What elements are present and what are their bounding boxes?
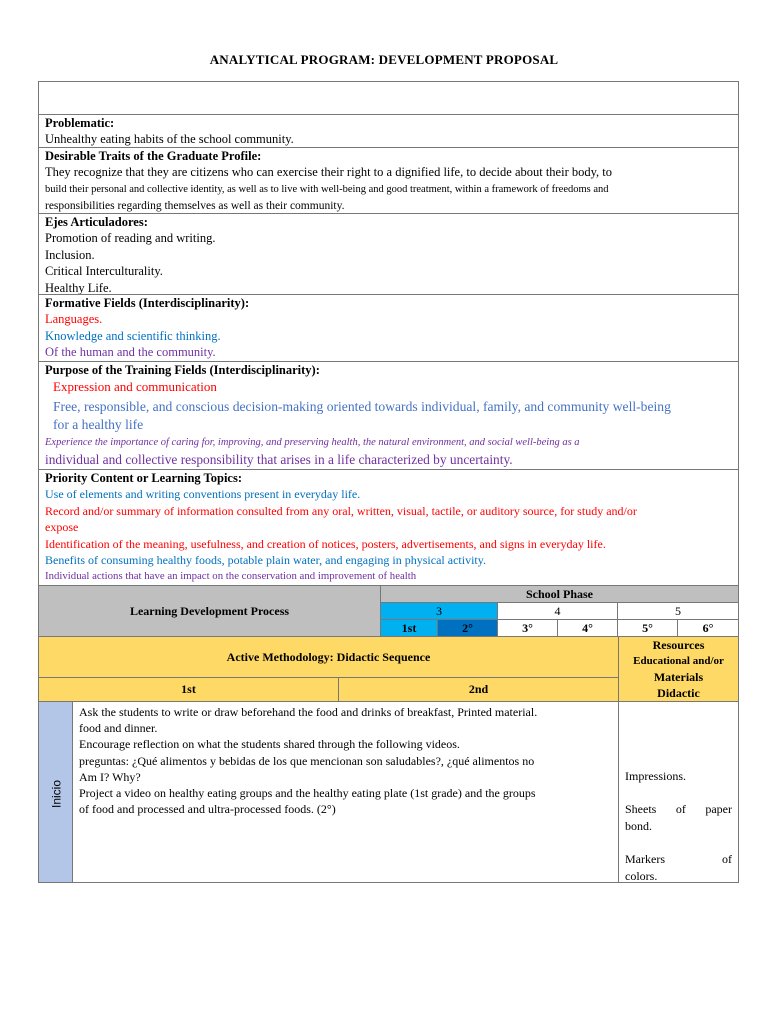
inicio-activities-cell [72,701,619,883]
problematic-text: Unhealthy eating habits of the school community. [45,132,294,147]
resources-header-line: Educational and/or [633,655,724,667]
resource-word: Markers [625,852,665,867]
priority-content-line: Identification of the meaning, usefulness, and creation of notices, posters, advertisements, and signs in everyday life. [45,536,606,551]
graduate-profile-line: They recognize that they are citizens who can exercise their right to a dignified life, to decide about their body, to [45,165,613,180]
inicio-resources-cell [618,701,739,883]
purpose-line: for a healthy life [53,417,144,433]
graduate-profile-section [38,147,739,214]
grade-4: 4° [557,619,618,637]
resource-word: of [722,852,732,867]
problematic-section [38,114,739,148]
priority-content-line: expose [45,520,79,535]
resources-header-line: Didactic [657,686,700,700]
resource-item [625,851,732,867]
purpose-line: Free, responsible, and conscious decision-making oriented towards individual, family, and community well-being [53,399,671,415]
resources-header-line: Resources [652,638,705,652]
ejes-item: Critical Interculturality. [45,264,163,279]
resource-item: Sheets of paper [625,802,732,817]
resource-item: colors. [625,868,658,883]
formative-fields-heading: Formative Fields (Interdisciplinarity): [45,296,250,310]
grade-5: 5° [617,619,678,637]
learning-development-process-label: Learning Development Process [38,585,381,637]
grade-1st: 1st [380,619,438,637]
purpose-line: Experience the importance of caring for, improving, and preserving health, the natural environment, and social well-being as a [45,437,580,449]
inicio-activity-line: Am I? Why? [79,769,141,784]
resources-header-line: Materials [653,670,704,684]
resource-item: bond. [625,818,652,833]
purpose-heading: Purpose of the Training Fields (Interdisciplinarity): [45,363,320,377]
priority-content-line: Benefits of consuming healthy foods, potable plain water, and engaging in physical activity. [45,553,486,568]
inicio-activity-line: Project a video on healthy eating groups and the healthy eating plate (1st grade) and the groups [79,786,536,801]
resource-item: Impressions. [625,769,686,783]
inicio-activity-line: preguntas: ¿Qué alimentos y bebidas de los que mencionan son saludables?, ¿qué alimentos no [79,753,535,768]
methodology-label: Active Methodology: Didactic Sequence [38,636,619,678]
formative-fields-section [38,294,739,362]
phase-5: 5 [617,602,739,620]
ejes-item: Inclusion. [45,247,95,262]
resources-header [618,636,739,702]
inicio-activity-line: Encourage reflection on what the students shared through the following videos. [79,737,460,752]
inicio-activity-line: of food and processed and ultra-processed foods. (2°) [79,802,336,817]
page-title: ANALYTICAL PROGRAM: DEVELOPMENT PROPOSAL [209,52,559,67]
ejes-heading: Ejes Articuladores: [45,215,148,229]
methodology-col-2nd: 2nd [338,677,619,702]
empty-header-row [38,81,739,115]
inicio-label: Inicio [49,780,64,809]
problematic-heading: Problematic: [45,116,115,130]
priority-content-line: Record and/or summary of information consulted from any oral, written, visual, tactile, or auditory source, for study and/or [45,503,637,518]
methodology-col-1st: 1st [38,677,339,702]
priority-content-heading: Priority Content or Learning Topics: [45,471,242,485]
phase-4: 4 [497,602,618,620]
formative-field-item: Knowledge and scientific thinking. [45,328,221,343]
ejes-section [38,213,739,295]
inicio-activity-line: Ask the students to write or draw beforehand the food and drinks of breakfast, Printed material. [79,705,538,719]
graduate-profile-line: responsibilities regarding themselves as well as their community. [45,199,345,212]
inicio-label-cell [38,701,73,883]
phase-3: 3 [380,602,498,620]
priority-content-section [38,469,739,586]
purpose-line: Expression and communication [53,379,217,395]
graduate-profile-line: build their personal and collective identity, as well as to live with well-being and good treatment, within a framework of freedoms and [45,183,609,195]
priority-content-line: Individual actions that have an impact on the conservation and improvement of health [45,570,417,583]
purpose-section [38,361,739,470]
ejes-item: Promotion of reading and writing. [45,231,216,246]
grade-6: 6° [677,619,739,637]
school-phase-label: School Phase [380,585,739,603]
purpose-line: individual and collective responsibility that arises in a life characterized by uncertainty. [45,452,513,468]
grade-2: 2° [437,619,498,637]
formative-field-item: Languages. [45,312,103,327]
priority-content-line: Use of elements and writing conventions present in everyday life. [45,487,361,502]
inicio-activity-line: food and dinner. [79,721,158,736]
formative-field-item: Of the human and the community. [45,345,216,360]
ejes-item: Healthy Life. [45,280,112,295]
graduate-profile-heading: Desirable Traits of the Graduate Profile: [45,149,262,163]
grade-3: 3° [497,619,558,637]
